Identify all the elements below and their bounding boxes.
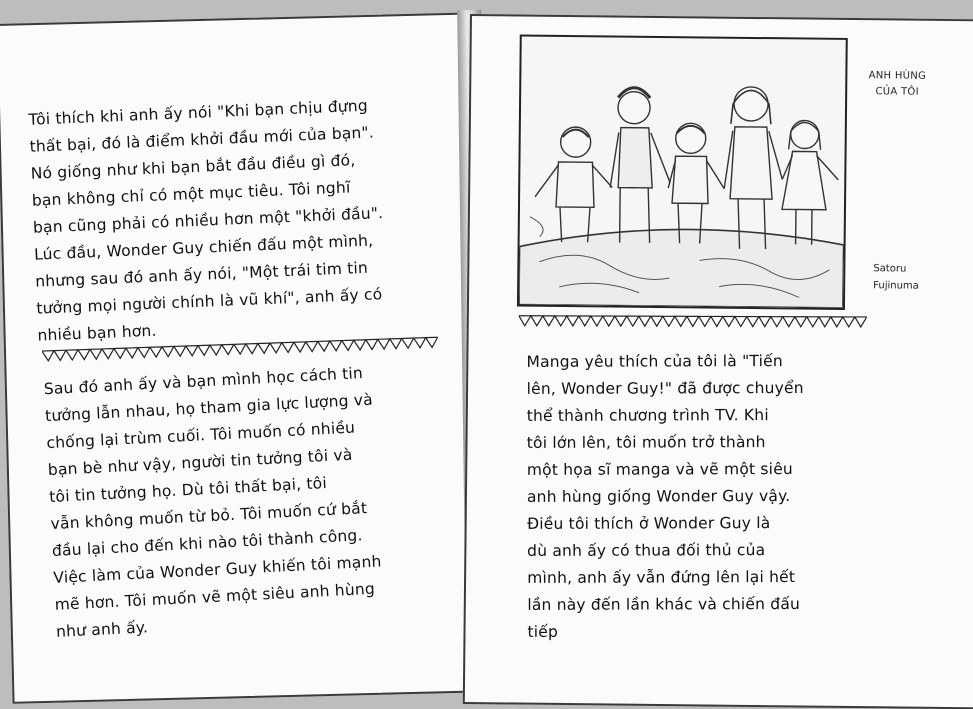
triangle-pattern-icon	[519, 314, 867, 329]
left-paragraph-1: Tôi thích khi anh ấy nói "Khi bạn chịu đựng thất bại, đó là điểm khởi đầu mới của bạn". Nó giống như khi bạn bắt đầu điều gì đó, bạn không chỉ có một mục tiêu. Tôi nghĩ bạn cũng phải có nhiều hơn một "khởi đầu". Lúc đầu, Wonder Guy chiến đấu một mình, nhưng sau đó anh ấy nói, "Một trái tim tin tưởng mọi người chính là vũ khí", anh ấy có nhiều bạn hơn.	[28, 96, 384, 345]
triangle-divider-right	[519, 314, 867, 329]
author-last-name: Fujinuma	[873, 280, 919, 292]
children-on-globe-drawing-icon	[519, 37, 846, 308]
caption-line-2: CỦA TÔI	[875, 86, 919, 98]
drawing-caption	[855, 68, 939, 101]
right-page	[463, 14, 973, 709]
left-page	[0, 12, 492, 704]
left-paragraph-2: Sau đó anh ấy và bạn mình học cách tin tưởng lẫn nhau, họ tham gia lực lượng và chống lại trùm cuối. Tôi muốn có nhiều bạn bè như vậy, người tin tưởng tôi và tôi tin tưởng họ. Dù tôi thất bại, tôi vẫn không muốn từ bỏ. Tôi muốn cứ bắt đầu lại cho đến khi nào tôi thành công. Việc làm của Wonder Guy khiến tôi mạnh mẽ hơn. Tôi muốn vẽ một siêu anh hùng như anh ấy.	[43, 364, 382, 641]
caption-line-1: ANH HÙNG	[868, 70, 927, 82]
author-first-name: Satoru	[873, 263, 907, 275]
right-paragraph: Manga yêu thích của tôi là "Tiến lên, Wonder Guy!" đã được chuyển thể thành chương trình TV. Khi tôi lớn lên, tôi muốn trở thành một họa sĩ manga và vẽ một siêu anh hùng giống Wonder Guy vậy. Điều tôi thích ở Wonder Guy là dù anh ấy có thua đối thủ của mình, anh ấy vẫn đứng lên lại hết lần này đến lần khác và chiến đấu tiếp	[526, 352, 804, 641]
drawing-frame	[517, 35, 848, 310]
author-name	[873, 260, 957, 295]
